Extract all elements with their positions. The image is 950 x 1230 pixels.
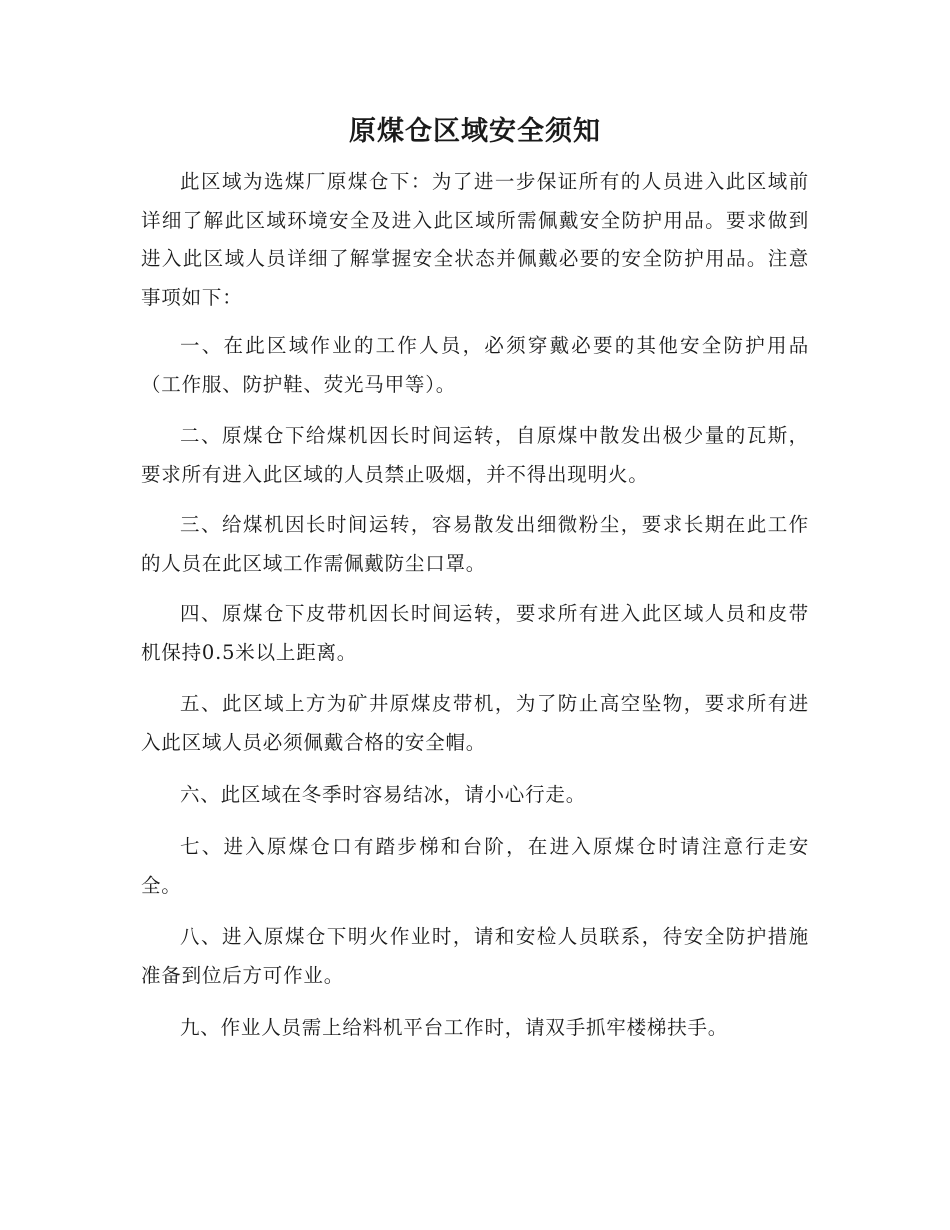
notice-item-2: 二、原煤仓下给煤机因长时间运转，自原煤中散发出极少量的瓦斯，要求所有进入此区域的人员禁止吸烟，并不得出现明火。 (141, 424, 809, 486)
intro-paragraph: 此区域为选煤厂原煤仓下：为了进一步保证所有的人员进入此区域前详细了解此区域环境安全及进入此区域所需佩戴安全防护用品。要求做到进入此区域人员详细了解掌握安全状态并佩戴必要的安全防护用品。注意事项如下： (141, 170, 809, 309)
notice-item-3: 三、给煤机因长时间运转，容易散发出细微粉尘，要求长期在此工作的人员在此区域工作需佩戴防尘口罩。 (141, 513, 809, 575)
document-title: 原煤仓区域安全须知 (349, 116, 601, 147)
notice-item-9: 九、作业人员需上给料机平台工作时，请双手抓牢楼梯扶手。 (180, 1016, 729, 1039)
notice-item-8: 八、进入原煤仓下明火作业时，请和安检人员联系，待安全防护措施准备到位后方可作业。 (141, 925, 809, 987)
notice-item-4: 四、原煤仓下皮带机因长时间运转，要求所有进入此区域人员和皮带机保持0.5米以上距离。 (141, 602, 809, 664)
notice-item-7: 七、进入原煤仓口有踏步梯和台阶，在进入原煤仓时请注意行走安全。 (141, 835, 809, 897)
notice-item-5: 五、此区域上方为矿井原煤皮带机，为了防止高空坠物，要求所有进入此区域人员必须佩戴合格的安全帽。 (141, 692, 809, 754)
notice-item-1: 一、在此区域作业的工作人员，必须穿戴必要的其他安全防护用品（工作服、防护鞋、荧光马甲等）。 (141, 334, 809, 396)
notice-item-6: 六、此区域在冬季时容易结冰，请小心行走。 (180, 783, 587, 806)
